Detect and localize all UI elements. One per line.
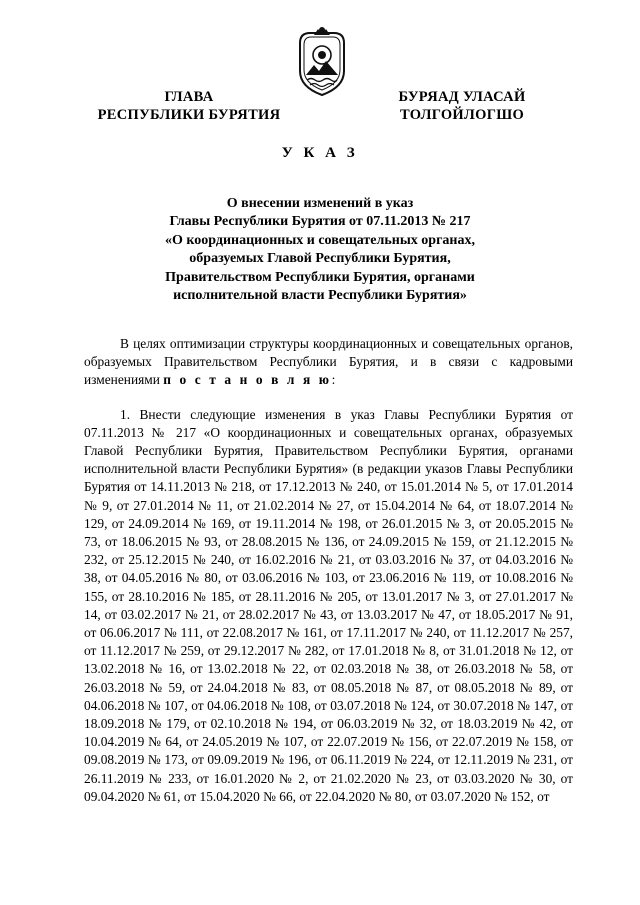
buryatia-coat-of-arms-icon (296, 25, 348, 97)
preamble-paragraph (84, 335, 573, 390)
document-type: У К А З (281, 145, 359, 161)
document-title (100, 195, 540, 305)
header-right-line1: БУРЯАД УЛАСАЙ (398, 89, 526, 105)
decree-keyword: п о с т а н о в л я ю (163, 372, 332, 388)
preamble-text: В целях оптимизации структуры координационных и совещательных органов, образуемых Правительством Республики Бурятия, и в связи с кадровыми изменениями (84, 336, 573, 388)
title-line: Правительством Республики Бурятия, органами (165, 269, 475, 285)
document-body (84, 335, 573, 806)
item-1-paragraph: 1. Внести следующие изменения в указ Главы Республики Бурятия от 07.11.2013 № 217 «О координационных и совещательных органах, образуемых Главой Республики Бурятия, Правительством Республики Бурятия, органами исполнительной власти Республики Бурятия» (в редакции указов Главы Республики Бурятия от 14.11.2013 № 218, от 17.12.2013 № 240, от 15.01.2014 № 5, от 17.01.2014 № 9, от 27.01.2014 № 11, от 21.02.2014 № 27, от 15.04.2014 № 64, от 18.07.2014 № 129, от 24.09.2014 № 169, от 19.11.2014 № 198, от 26.01.2015 № 3, от 20.05.2015 № 73, от 18.06.2015 № 93, от 28.08.2015 № 136, от 24.09.2015 № 159, от 21.12.2015 № 232, от 25.12.2015 № 240, от 16.02.2016 № 21, от 03.03.2016 № 37, от 04.03.2016 № 38, от 04.05.2016 № 80, от 03.06.2016 № 103, от 23.06.2016 № 119, от 10.08.2016 № 155, от 28.10.2016 № 185, от 28.11.2016 № 205, от 13.01.2017 № 3, от 27.01.2017 № 14, от 03.02.2017 № 21, от 28.02.2017 № 43, от 13.03.2017 № 47, от 18.05.2017 № 91, от 06.06.2017 № 111, от 22.08.2017 № 161, от 17.11.2017 № 240, от 11.12.2017 № 257, от 11.12.2017 № 259, от 29.12.2017 № 282, от 17.01.2018 № 8, от 31.01.2018 № 12, от 13.02.2018 № 16, от 13.02.2018 № 22, от 02.03.2018 № 38, от 26.03.2018 № 58, от 26.03.2018 № 59, от 24.04.2018 № 83, от 08.05.2018 № 87, от 08.05.2018 № 89, от 04.06.2018 № 107, от 04.06.2018 № 108, от 03.07.2018 № 124, от 30.07.2018 № 147, от 18.09.2018 № 179, от 02.10.2018 № 194, от 06.03.2019 № 32, от 18.03.2019 № 42, от 10.04.2019 № 64, от 24.05.2019 № 107, от 22.07.2019 № 156, от 22.07.2019 № 158, от 09.08.2019 № 173, от 09.09.2019 № 196, от 06.11.2019 № 224, от 12.11.2019 № 231, от 26.11.2019 № 233, от 16.01.2020 № 2, от 21.02.2020 № 23, от 03.03.2020 № 30, от 09.04.2020 № 61, от 15.04.2020 № 66, от 22.04.2020 № 80, от 03.07.2020 № 152, от (84, 406, 573, 804)
preamble-tail: : (331, 372, 336, 388)
title-line: О внесении изменений в указ (226, 196, 414, 211)
title-line: «О координационных и совещательных органах, (164, 232, 475, 248)
header-left (84, 88, 294, 124)
title-line: исполнительной власти Республики Бурятия» (173, 288, 467, 304)
title-line: образуемых Главой Республики Бурятия, (189, 251, 451, 267)
header-right-line2: ТОЛГОЙЛОГШО (399, 107, 525, 123)
header-right (352, 88, 572, 124)
header-left-line1: ГЛАВА (164, 89, 214, 105)
header-left-line2: РЕСПУБЛИКИ БУРЯТИЯ (97, 107, 281, 123)
title-line: Главы Республики Бурятия от 07.11.2013 № 217 (169, 214, 471, 230)
